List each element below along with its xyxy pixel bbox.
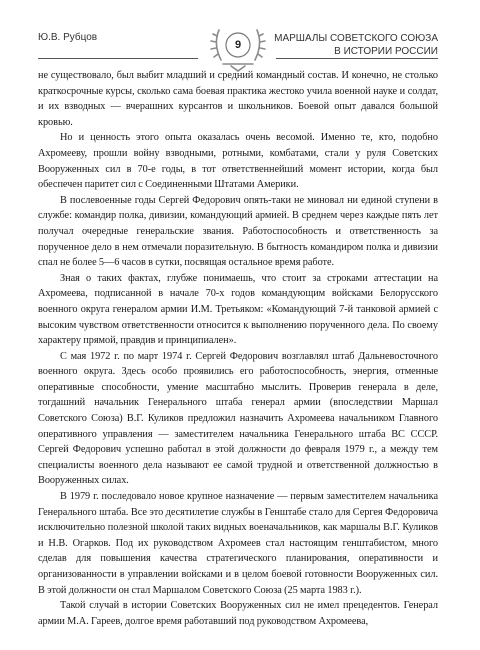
paragraph: Такой случай в истории Советских Вооруженных сил не имел прецедентов. Генерал армии М.А. Гареев, долгое время работавший под руководством Ахромеева, xyxy=(38,600,438,627)
paragraph: В 1979 г. последовало новое крупное назначение — первым заместителем начальника Генерального штаба. Все это десятилетие службы в Генштабе стало для Сергея Федоровича исключительно полезной школой таких видных военачальников, как маршалы В.Г. Куликов и Н.В. Огарков. Под их руководством Ахромеев стал настоящим генштабистом, много сделав для повышения качества стратегического планирования, оперативности и организованности в управлении войсками и в целом боевой готовности Вооруженных сил. В этой должности он стал Маршалом Советского Союза (25 марта 1983 г.). xyxy=(38,491,438,596)
body-text xyxy=(38,68,438,629)
paragraph: не существовало, был выбит младший и средний командный состав. И конечно, не столько краткосрочные курсы, сколько сама боевая практика жестоко учила военной науке и солдат, и их взводных — вчерашних курсантов и школьников. Боевой опыт давался большой кровью. xyxy=(38,70,438,128)
running-header-author: Ю.В. Рубцов xyxy=(38,32,98,43)
running-header-title-line2: В ИСТОРИИ РОССИИ xyxy=(334,46,438,57)
paragraph: Зная о таких фактах, глубже понимаешь, что стоит за строками аттестации на Ахромеева, подписанной в начале 70-х годов командующим войсками Белорусского военного округа генералом армии И.М. Третьяком: «Командующий 7-й танковой армией с высоким чувством ответственности относится к выполнению порученного дела. По своему характеру прямой, правдив и принципиален». xyxy=(38,272,438,347)
header-rule-left xyxy=(38,58,198,59)
paragraph: С мая 1972 г. по март 1974 г. Сергей Федорович возглавлял штаб Дальневосточного военного округа. Здесь особо проявились его работоспособность, энергия, отменные оперативные способности, умение масштабно мыслить. Проверив генерала в деле, тогдашний начальник Генерального штаба генерал армии (впоследствии Маршал Советского Союза) В.Г. Куликов предложил назначить Ахромеева начальником Главного оперативного управления — заместителем начальника Генерального штаба ВС СССР. Сергей Федорович успешно работал в этой должности до февраля 1979 г., а между тем специалисты военного дела называют ее самой трудной и ответственной должностью в Вооруженных силах. xyxy=(38,350,438,487)
running-header-title xyxy=(274,32,438,58)
running-header-title-line1: МАРШАЛЫ СОВЕТСКОГО СОЮЗА xyxy=(274,33,438,44)
paragraph: Но и ценность этого опыта оказалась очень весомой. Именно те, кто, подобно Ахромееву, прошли войну взводными, ротными, комбатами, стали у руля Советских Вооруженных сил в 70-е годы, в тот ответственнейший момент истории, когда был обеспечен паритет сил с Соединенными Штатами Америки. xyxy=(38,132,438,191)
page-number: 9 xyxy=(234,39,242,51)
header-rule-right xyxy=(276,58,438,59)
paragraph: В послевоенные годы Сергей Федорович опять-таки не миновал ни единой ступени в службе: командир полка, дивизии, командующий армией. В среднем через каждые пять лет получал очередные генеральские звания. Работоспособность и ответственность за порученное дело в нем отмечали поразительную. В бытность командиром полка и дивизии спал не более 5—6 часов в сутки, посвящая остальное время работе. xyxy=(38,194,438,269)
